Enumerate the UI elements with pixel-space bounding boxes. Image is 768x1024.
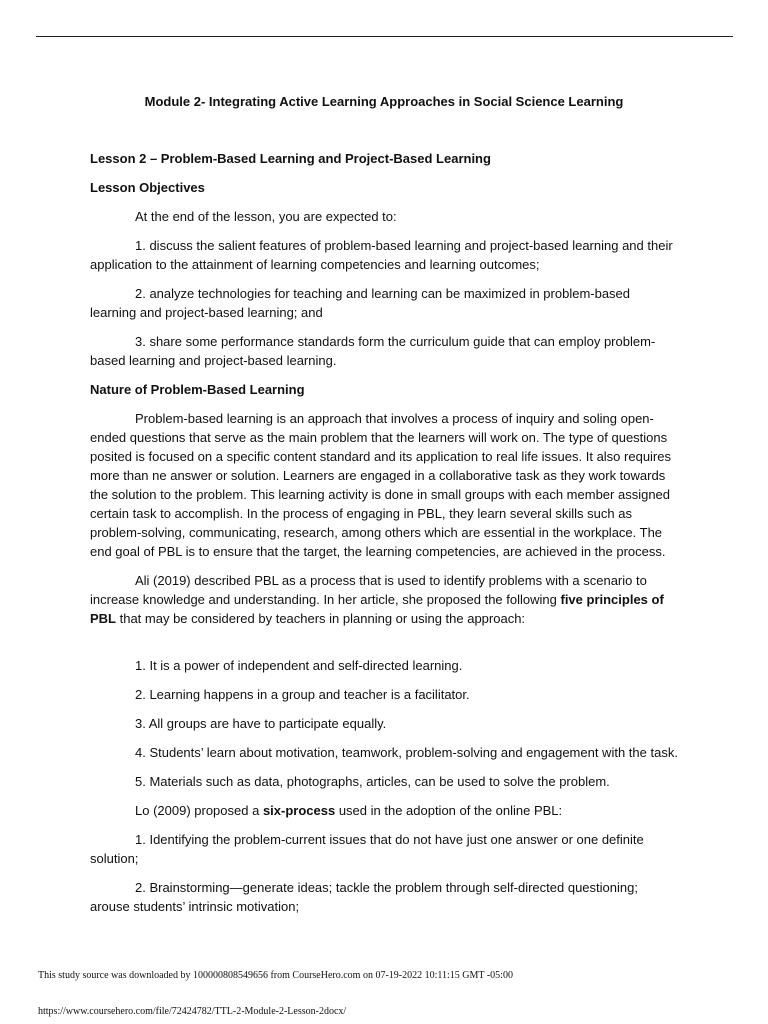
lo-bold-phrase: six-process (262, 803, 336, 818)
principle-item: 2. Learning happens in a group and teacher is a facilitator. (135, 687, 470, 702)
module-title: Module 2- Integrating Active Learning Approaches in Social Science Learning (144, 94, 624, 109)
principle-item: 1. It is a power of independent and self-directed learning. (135, 658, 463, 673)
objective-item: 1. discuss the salient features of problem-based learning and project-based learning and their application to the attainment of learning competencies and learning outcomes; (90, 238, 673, 272)
objective-item: 2. analyze technologies for teaching and learning can be maximized in problem-based learning and project-based learning; and (90, 286, 631, 320)
principle-item: 5. Materials such as data, photographs, articles, can be used to solve the problem. (135, 774, 610, 789)
ali-text-before: Ali (2019) described PBL as a process that is used to identify problems with a scenario to increase knowledge and understanding. In her article, she proposed the following (90, 573, 647, 607)
process-item: 2. Brainstorming—generate ideas; tackle the problem through self-directed questioning; arouse students’ intrinsic motivation; (90, 880, 638, 914)
document-body (90, 92, 678, 926)
objectives-intro: At the end of the lesson, you are expected to: (135, 209, 397, 224)
objective-item: 3. share some performance standards form the curriculum guide that can employ problem-based learning and project-based learning. (90, 334, 656, 368)
source-url[interactable]: https://www.coursehero.com/file/72424782/TTL-2-Module-2-Lesson-2docx/ (38, 1006, 347, 1017)
nature-paragraph: Problem-based learning is an approach that involves a process of inquiry and soling open-ended questions that serve as the main problem that the learners will work on. The type of questions posited is focused on a specific content standard and its application to real life issues. It also requires more than ne answer or solution. Learners are engaged in a collaborative task as they work towards the solution to the problem. This learning activity is done in small groups with each member assigned certain task to accomplish. In the process of engaging in PBL, they learn several skills such as problem-solving, communicating, research, among others which are essential in the workplace. The end goal of PBL is to ensure that the target, the learning competencies, are achieved in the process. (90, 411, 671, 559)
objectives-heading: Lesson Objectives (90, 180, 205, 195)
principle-item: 4. Students’ learn about motivation, teamwork, problem-solving and engagement with the task. (135, 745, 678, 760)
process-item: 1. Identifying the problem-current issues that do not have just one answer or one definite solution; (90, 832, 644, 866)
principle-item: 3. All groups are have to participate equally. (135, 716, 387, 731)
lesson-title: Lesson 2 – Problem-Based Learning and Project-Based Learning (90, 151, 491, 166)
top-rule (36, 36, 733, 37)
nature-heading: Nature of Problem-Based Learning (90, 382, 305, 397)
ali-text-after: that may be considered by teachers in planning or using the approach: (116, 611, 526, 626)
ali-paragraph (90, 571, 678, 628)
lo-text-before: Lo (2009) proposed a (135, 803, 263, 818)
lo-text-after: used in the adoption of the online PBL: (335, 803, 563, 818)
download-note: This study source was downloaded by 100000808549656 from CourseHero.com on 07-19-2022 10:11:15 GMT -05:00 (38, 970, 513, 981)
lo-paragraph (90, 801, 678, 820)
ali-bold-phrase: five principles of PBL (90, 592, 664, 626)
